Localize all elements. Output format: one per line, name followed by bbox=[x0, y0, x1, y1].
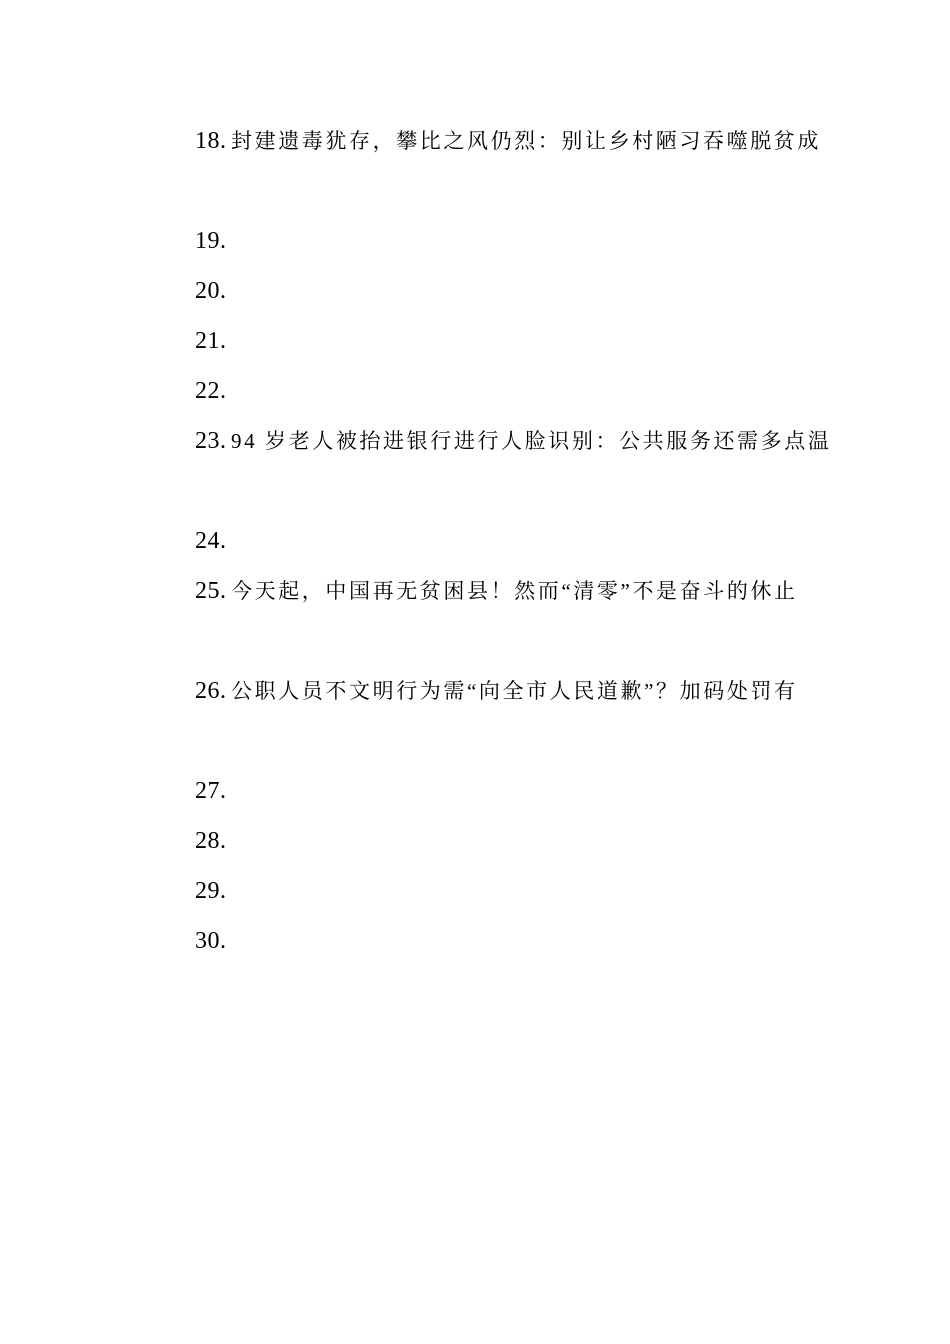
entry-number: 23. bbox=[195, 428, 227, 454]
entry-number: 24. bbox=[195, 528, 227, 554]
entry-number: 22. bbox=[195, 378, 227, 404]
entry-title: 封建遗毒犹存，攀比之风仍烈：别让乡村陋习吞噬脱贫成 bbox=[231, 129, 821, 153]
entry-number: 26. bbox=[195, 678, 227, 704]
entry-number: 21. bbox=[195, 328, 227, 354]
entry-title: 今天起，中国再无贫困县！然而“清零”不是奋斗的休止 bbox=[231, 579, 798, 603]
entry-number: 27. bbox=[195, 778, 227, 804]
entry-number: 28. bbox=[195, 828, 227, 854]
entry-title: 94 岁老人被抬进银行进行人脸识别：公共服务还需多点温 bbox=[231, 429, 832, 453]
entry-number: 18. bbox=[195, 128, 227, 154]
entry-number: 30. bbox=[195, 928, 227, 954]
entry-number: 19. bbox=[195, 228, 227, 254]
entry-title: 公职人员不文明行为需“向全市人民道歉”？加码处罚有 bbox=[231, 679, 798, 703]
entry-number: 25. bbox=[195, 578, 227, 604]
entry-number: 29. bbox=[195, 878, 227, 904]
entry-number: 20. bbox=[195, 278, 227, 304]
